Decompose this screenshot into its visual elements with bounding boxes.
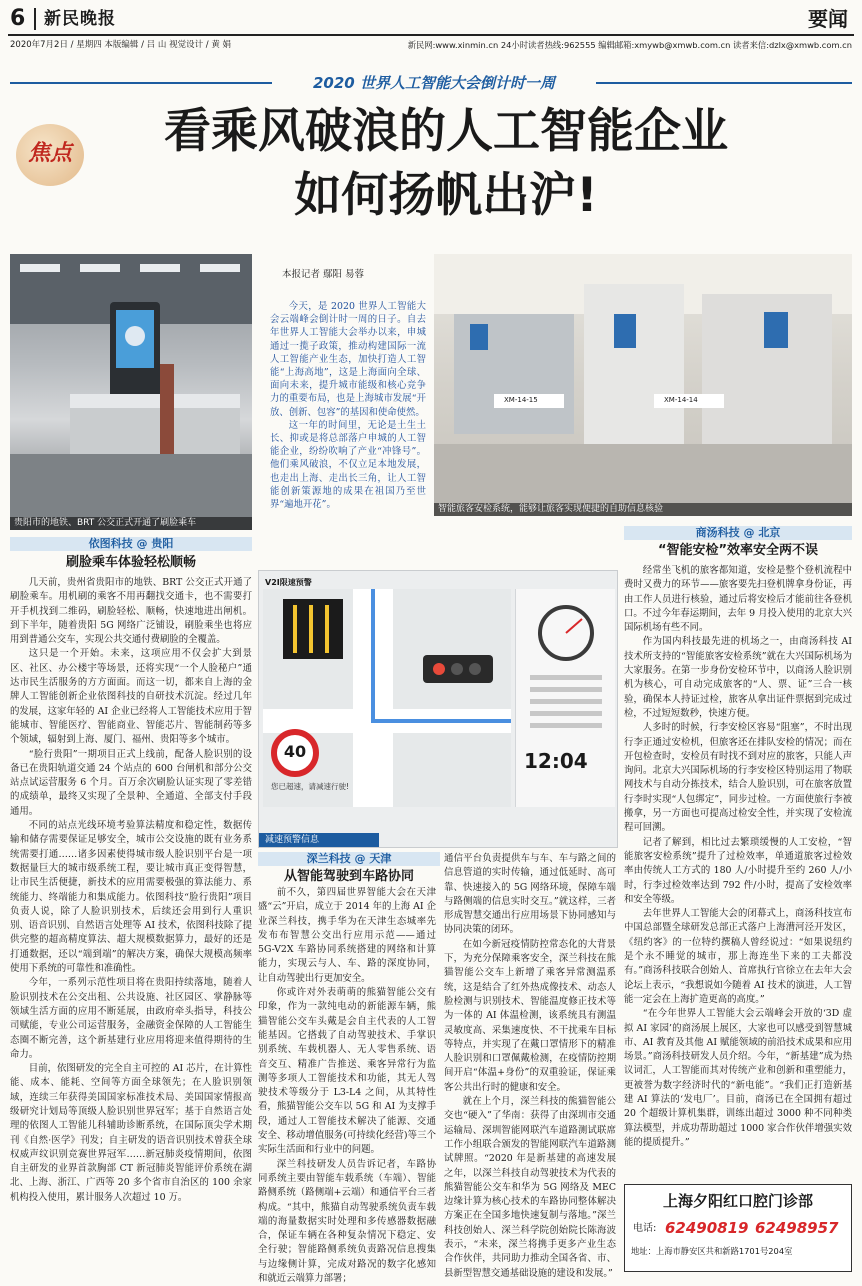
contact-line: 新民网:www.xinmin.cn 24小时读者热线:962555 编辑邮箱:xmywb@xmwb.com.cn 读者来信:dzlx@xmwb.com.cn — [407, 40, 852, 50]
intro-para: 今天，是 2020 世界人工智能大会云端峰会倒计时一周的日子。自去年世界人工智能大会举办以来，申城通过一揽子政策，推动构建国际一流人工智能产业生态，加快打造人工智能“上海高地”，这是上海面向全球、面向未来，提升城市能级和核心竞争力的重要布局，也是上海城市发展“开放、创新、包容”的基因和使命使然。 — [270, 301, 426, 418]
photo-security-check — [434, 254, 852, 516]
headline-line-1: 看乘风破浪的人工智能企业 — [164, 104, 728, 159]
ad-phone-1: 62490819 — [665, 1219, 749, 1237]
section1-para: 不同的站点光线环境考验算法精度和稳定性，数据传输和储存需要保证足够安全，城市公交设施的既有业务系统需要打通……诸多因素使得城市级人脸识别平台是一项数据量巨大的城市级系统工程，要让城市真正变得智慧，让市民生活便捷，新技术的应用需要极强的算法能力、系统能力、终端能力和集成能力。依图科技“脸行贵阳”项目负责人说，除了人脸识别技术，后续还会用到行人重识别、语音识别、自然语言处理等 AI 技术，依图科技除了提供完整的超高精度算法、超大规模数据算力，最好的还是打通数据，还以“端到端”的解决方案，确保大规模高频率使用下系统的可靠性和准确性。 — [10, 820, 252, 975]
v2i-label: V2I限速预警 — [265, 578, 312, 587]
metro-gate-illustration — [10, 254, 252, 530]
focus-stamp-text: 焦点 — [27, 140, 72, 166]
clock-display: 12:04 — [524, 749, 588, 773]
section1-headline: 刷脸乘车体验轻松顺畅 — [65, 555, 196, 570]
banner-line-right — [596, 82, 852, 84]
section1-para: 目前，依图研发的完全自主可控的 AI 芯片，在计算性能、成本、能耗、空间等方面全球领先；在人脸识别领域，连续三年获得美国国家标准技术局、美国国家情报高级研究计划局等顶级人脸识别世界冠军；基于自然语言处理的依图人工智能儿科辅助诊断系统，在国际顶尖学术期刊《自然·医学》刊发；自主研发的语音识别技术曾获全球权威声纹识别竞赛世界冠军……新冠肺炎疫情期间，依图自主研发的业界首款胸部 CT 新冠肺炎智能评价系统在湖北、上海、浙江、广西等 20 多个省市自治区的 100 余家机构投入使用，累计服务人次超过 10 万。 — [10, 1063, 252, 1203]
masthead-rule — [8, 34, 854, 36]
section3-para: 记者了解到，相比过去繁琐缓慢的人工安检，“智能旅客安检系统”提升了过检效率，单通道旅客过检效率由传统人工方式的 180 人/小时提升至约 260 人/小时，行李过检效率达到 792 件/小时，提高了安检效率和安全等级。 — [624, 836, 852, 905]
navigation-screenshot — [258, 570, 618, 848]
aisle-label: XM-14-14 — [664, 396, 698, 404]
section3-body — [624, 564, 852, 1178]
section1-para: 这只是一个开始。未来，这项应用不仅会扩大到景区、社区、办公楼宇等场景，还将实现“一个人脸秘户”通达市民生活服务的方方面面。而这一切，都来自上海的金牌人工智能创新企业依图科技的自研技术沉淀。经过几年的发展，这家年轻的 AI 企业已经将人工智能技术应用于智能城市、智能医疗、智能商业、智能芯片、智能制药等多个领域，辐射到上海、厦门、福州、贵阳等多个城市。 — [10, 648, 252, 746]
section2-para: 前不久，第四届世界智能大会在天津盛“云”开启，成立于 2014 年的上海 AI 企业深兰科技，携手华为在天津生态城率先发布布智慧公交出行应用示范——通过 5G-V2X 车路协同系统搭建的网络和计算能力，实现云与人、车、路的深度协同，让自动驾驶出行更加安全。 — [258, 887, 436, 984]
banner-line-left — [10, 82, 272, 84]
section3-para: “在今年世界人工智能大会云端峰会开放的‘3D 虚拟 AI 家园’的商汤展上展区，大家也可以感受到智慧城市、AI 教育及其他 AI 赋能领域的前沿技术成果和应用场景。”商汤科技研发人员介绍。今年，“新基建”成为热议词汇，人工智能而其对传统产业和创新和重塑能力，更被誉为数字经济时代的“新电能”。“我们正打造新基建 AI 算法的‘发电厂’。目前，商汤已在全国拥有超过 20 个超级计算机集群，训练出超过 3000 种不同种类算法模型，并成功帮助超过 1000 家合作伙伴增强实效能的提质提升。” — [624, 1008, 852, 1148]
section-name: 要闻 — [808, 7, 848, 31]
section1-para: 几天前，贵州省贵阳市的地铁、BRT 公交正式开通了刷脸乘车。用机刷的乘客不用再翻找交通卡，也不需要打开手机找到二维码，刷脸轻松、顺畅，快速地进出闸机。到下半年，随着贵阳 5G 网络广泛铺设，刷脸乘坐也将应用到普通公交车，实现公共交通付费刷脸的全覆盖。 — [10, 577, 252, 646]
section2-col1 — [258, 886, 436, 1285]
masthead-divider — [34, 8, 36, 30]
section1-para: “脸行贵阳”一期项目正式上线前，配备人脸识别的设备已在贵阳轨道交通 24 个站点的 600 台闸机和部分公交站点试运营服务 6 个月。百万余次刷脸认证实现了零差错的成绩单，最终又实现了全景种、全通道、全部支付手段通用。 — [10, 748, 252, 817]
section1-company: 依图科技 @ 贵阳 — [10, 537, 252, 551]
ad-box — [624, 1184, 852, 1272]
section3-company: 商汤科技 @ 北京 — [624, 526, 852, 540]
ad-address: 地址：上海市静安区共和新路1701号204室 — [631, 1246, 793, 1256]
section2-para: 就在上个月，深兰科技的熊猫智能公交也“硬入”了华南：获得了由深圳市交通运输局、深圳智能网联汽车道路测试联席工作小组联合颁发的智能网联汽车道路测试牌照。“2020 年是新基建的高速发展之年，以深兰科技自动驾驶技术为代表的熊猫智能公交车和华为 5G 网络及 MEC 边缘计算为核心技术的车路协同整体解决方案正在全国多地快速复制与落地。”深兰科技创始人、深兰科学院创始院长陈海波表示，“未来，深兰将携手更多产业生态合作伙伴，共同助力推动全国各省、市、县新型智慧交通基础设施的建设和发展。” — [444, 1096, 616, 1279]
dashboard-gauge-illustration — [516, 589, 616, 807]
ad-phone-label: 电话: — [633, 1223, 657, 1234]
paper-name: 新民晚报 — [44, 9, 116, 29]
masthead — [10, 4, 852, 38]
page-number: 6 — [10, 6, 26, 31]
section2-para: 深兰科技研发人员告诉记者，车路协同系统主要由智能车载系统（车端）、智能路侧系统（路侧端+云端）和通信平台三者构成。“其中，熊猫自动驾驶系统负责车载端的海量数据实时处理和多传感器数据融合，保证车辆在各种复杂情况下稳定、安全行驶；智能路侧系统负责路况信息搜集与边缘侧计算，完成对路况的数字化感知和就近云端算力部署； — [258, 1158, 436, 1285]
banner: 2020 世界人工智能大会倒计时一周 — [313, 74, 555, 92]
section3-para: 经常坐飞机的旅客都知道，安检是整个登机流程中费时又费力的环节——旅客要先扫登机牌拿身份证，再由工作人员进行核验，通过后将安检后才能前往各登机口。不过今年春运期间，去年 9 月投入使用的北京大兴国际机场有些不同。 — [624, 565, 852, 634]
ad-name: 上海夕阳红口腔门诊部 — [662, 1192, 813, 1210]
intro-para: 这一年的时间里，无论是土生土长、抑或是将总部落户申城的人工智能企业，纷纷吹响了产业“冲锋号”。他们乘风破浪，不仅立足本地发展，也走出上海、走出长三角，让人工智能创新策源地的成果在祖国乃至世界“遍地开花”。 — [270, 419, 426, 511]
photo-caption-screenshot: 减速预警信息 — [259, 833, 379, 847]
section2-para: 你或许对外表萌萌的熊猫智能公交有印象，作为一款纯电动的新能源车辆，熊猫智能公交车头戴是会自主代表的人工智能基因。它搭载了自动驾驶技术、手掌识别系统、车载机器人、无人零售系统、语音交互、精准广告推送、乘客异常行为监测等多项人工智能技术和功能，其无人驾驶技术等级分于 L3-L4 之间，从其特性看，熊猫智能公交车以 5G 和 AI 为支撑手段，通过人工智能技术解决了能源、交通安全、移动增值服务(可持续化经营)等三个实际生活面和行业中的问题。 — [258, 987, 436, 1156]
section2-col2 — [444, 852, 616, 1279]
photo-caption-security: 智能旅客安检系统，能够让旅客实现便捷的自助信息核验 — [434, 503, 852, 516]
dateline: 2020年7月2日 / 星期四 本版编辑 / 吕 山 视觉设计 / 黄 娟 — [10, 40, 232, 50]
dashboard-panel — [515, 589, 615, 807]
speed-limit-value: 40 — [283, 742, 307, 761]
focus-stamp — [16, 124, 84, 186]
section1-para: 今年，一系列示范性项目将在贵阳持续落地，随着人脸识别技术在公交出租、公共设施、社区园区、掌静脉等领域生活方面的应用不断延展，由政府牵头指导，科技公司赋能，专业公司运营服务，金融资金保障的人工智能生态圈不断完善，这个新基建行业应用将迎来值得期待的生命力。 — [10, 977, 252, 1060]
photo-metro-gate — [10, 254, 252, 530]
aisle-label: XM-14-15 — [504, 396, 538, 404]
headline-line-2: 如何扬帆出沪! — [294, 168, 598, 223]
security-lanes-illustration — [434, 254, 852, 516]
speed-alert: 您已超速，请减速行驶! — [271, 782, 350, 791]
section2-para: 在如今新冠疫情防控常态化的大背景下，为充分保障乘客安全，深兰科技在熊猫智能公交车上新增了乘客异常测温系统，这是结合了红外热成像技术、动态人脸检测与识别技术、智能温度修正技术等为一体的 AI 体温检测，该系统具有测温灵敏度高、采集速度快、不干扰乘车目标等特点，并实现了在戴口罩情形下的精准人脸识别和口罩佩戴检测，在疫情防控期间开启“体温+身份”的双重验证，保证乘客公共出行时的健康和安全。 — [444, 938, 616, 1093]
section3-para: 人多时的时候，行李安检区容易“阻塞”，不时出现行李正通过安检机，但旅客还在排队安检的情况；而在开包检查时，安检员有时找不到对应的旅客，只能人声询问。北京大兴国际机场的行李安检区特别运用了物联网技术与自动分拣技术，结合人脸识别，可在旅客放置行李时实现“人包绑定”，同步过检。一方面使旅行李被搬拿，另一方面也可提高过检安全性，并实现了安检流程可回溯。 — [624, 722, 852, 834]
section1-body — [10, 576, 252, 1270]
section3-para: 作为国内科技最先进的机场之一，由商汤科技 AI 技术所支持的“智能旅客安检系统”就在大兴国际机场为大家服务。在第一步身份安检环节中，以商汤人脸识别机为核心，可自动完成旅客的“人、票、证”三合一核验，确保本人持证过检，旅客从拿出证件票据到完成过检，不过短短数秒，快速方便。 — [624, 636, 852, 719]
byline: 本报记者 鄢阳 易蓉 — [282, 269, 365, 280]
ad-phone-2: 62498957 — [755, 1219, 839, 1237]
intro — [270, 300, 426, 536]
speed-limit-sign — [271, 729, 319, 777]
section2-company: 深兰科技 @ 天津 — [258, 852, 440, 866]
section3-para: 去年世界人工智能大会的闭幕式上，商汤科技宣布中国总部暨全球研发总部正式落户上海漕河泾开发区，《纽约客》的一位特约撰稿人曾经说过：“如果说纽约是个永不睡觉的城市，那上海连坐下来的工夫都没有。”商汤科技联合创始人、首席执行官徐立在去年大会论坛上表示，“我想说如今随着 AI 技术的演进，人工智能一定会在上海扩造更高的高度。” — [624, 908, 852, 1005]
section3-headline: “智能安检”效率安全两不误 — [657, 543, 819, 558]
section2-headline: 从智能驾驶到车路协同 — [283, 869, 414, 884]
section2-para: 通信平台负责提供车与车、车与路之间的信息管道的实时传输，通过低延时、高可靠、快速接入的 5G 网络环境，保障车端与路侧端的信息实时交互。”就这样，三者形成智慧交通出行应用场景下协同感知与协同决策的闭环。 — [444, 853, 616, 936]
photo-caption-metro: 贵阳市的地铁、BRT 公交正式开通了刷脸乘车 — [10, 517, 252, 530]
